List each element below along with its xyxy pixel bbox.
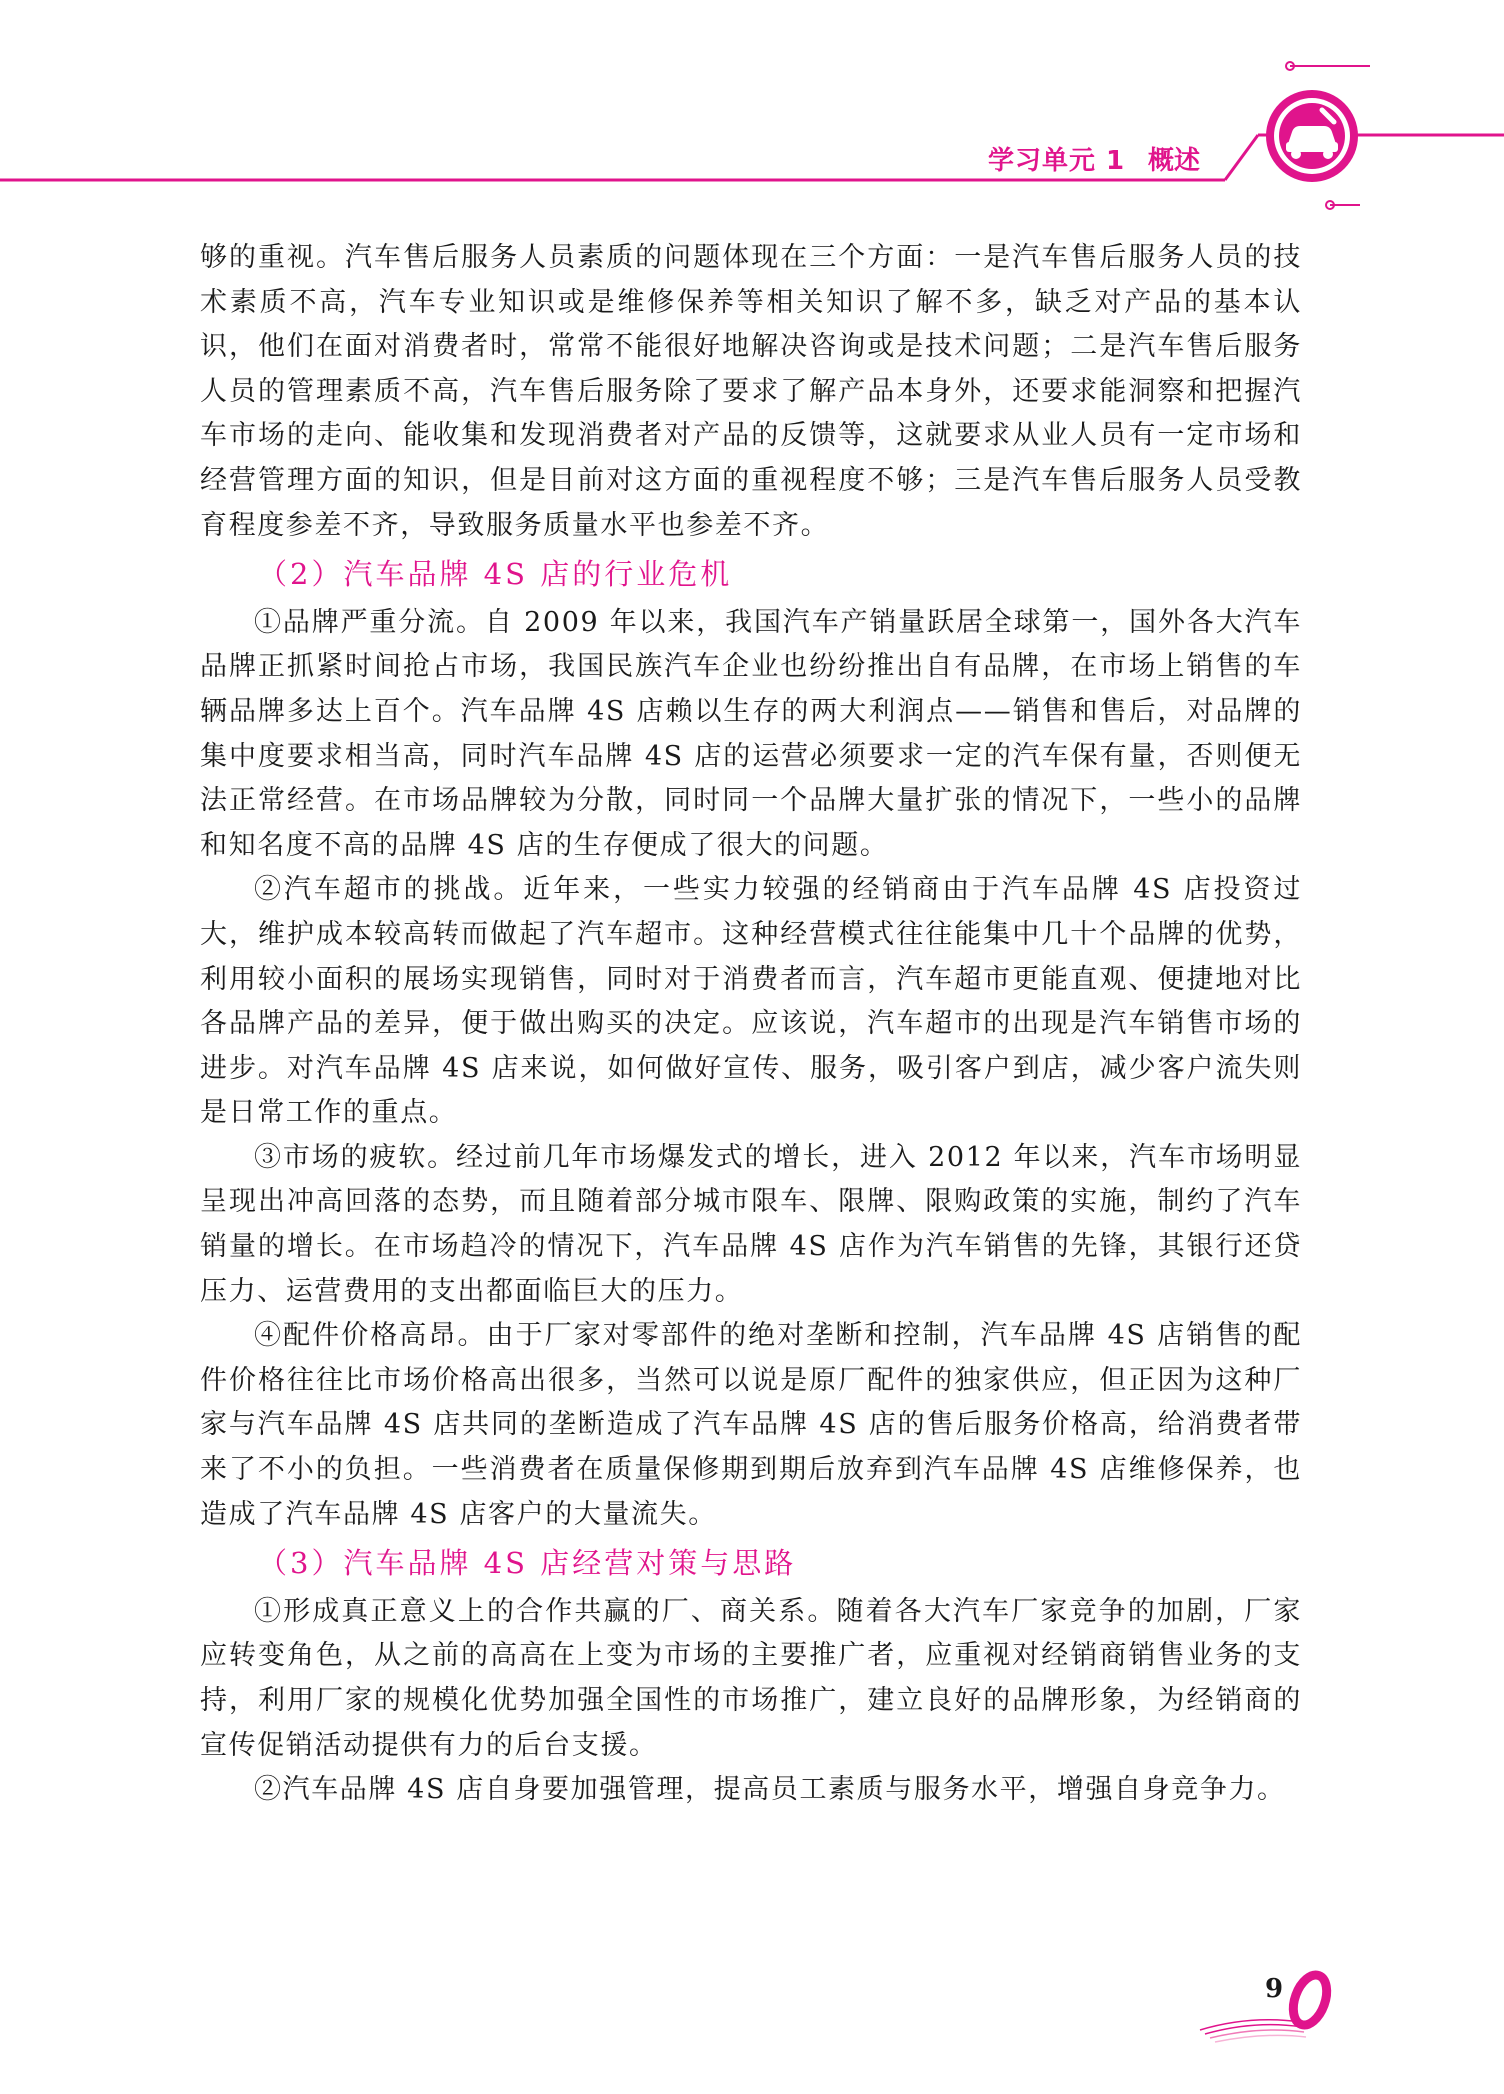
unit-title: 概述 [1148, 146, 1201, 176]
section-heading: （2）汽车品牌 4S 店的行业危机 [258, 557, 733, 592]
section-heading: （3）汽车品牌 4S 店经营对策与思路 [258, 1546, 797, 1581]
paragraph: 够的重视。汽车售后服务人员素质的问题体现在三个方面：一是汽车售后服务人员的技术素质不高，汽车专业知识或是维修保养等相关知识了解不多，缺乏对产品的基本认识，他们在面对消费者时，常常不能很好地解决咨询或是技术问题；二是汽车售后服务人员的管理素质不高，汽车售后服务除了要求了解产品本身外，还要求能洞察和把握汽车市场的走向、能收集和发现消费者对产品的反馈等，这就要求从业人员有一定市场和经营管理方面的知识，但是目前对这方面的重视程度不够；三是汽车售后服务人员受教育程度参差不齐，导致服务质量水平也参差不齐。 [200, 242, 1302, 541]
page-number: 9 [1265, 1974, 1284, 2004]
paragraph: ②汽车超市的挑战。近年来，一些实力较强的经销商由于汽车品牌 4S 店投资过大，维护成本较高转而做起了汽车超市。这种经营模式往往能集中几十个品牌的优势，利用较小面积的展场实现销售，同时对于消费者而言，汽车超市更能直观、便捷地对比各品牌产品的差异，便于做出购买的决定。应该说，汽车超市的出现是汽车销售市场的进步。对汽车品牌 4S 店来说，如何做好宣传、服务，吸引客户到店，减少客户流失则是日常工作的重点。 [200, 874, 1302, 1129]
paragraph: ①品牌严重分流。自 2009 年以来，我国汽车产销量跃居全球第一，国外各大汽车品牌正抓紧时间抢占市场，我国民族汽车企业也纷纷推出自有品牌，在市场上销售的车辆品牌多达上百个。汽车品牌 4S 店赖以生存的两大利润点——销售和售后，对品牌的集中度要求相当高，同时汽车品牌 4S 店的运营必须要求一定的汽车保有量，否则便无法正常经营。在市场品牌较为分散，同时同一个品牌大量扩张的情况下，一些小的品牌和知名度不高的品牌 4S 店的生存便成了很大的问题。 [200, 606, 1302, 861]
unit-label: 学习单元 1 [988, 146, 1126, 176]
paragraph: ②汽车品牌 4S 店自身要加强管理，提高员工素质与服务水平，增强自身竞争力。 [254, 1774, 1286, 1806]
page-content [200, 236, 1302, 1813]
paragraph: ④配件价格高昂。由于厂家对零部件的绝对垄断和控制，汽车品牌 4S 店销售的配件价格往往比市场价格高出很多，当然可以说是原厂配件的独家供应，但正因为这种厂家与汽车品牌 4S 店共同的垄断造成了汽车品牌 4S 店的售后服务价格高，给消费者带来了不小的负担。一些消费者在质量保修期到期后放弃到汽车品牌 4S 店维修保养，也造成了汽车品牌 4S 店客户的大量流失。 [200, 1320, 1302, 1530]
page-header [0, 0, 1504, 220]
car-service-icon [1262, 86, 1362, 186]
swoosh-ring-icon [1190, 1960, 1390, 2060]
page-footer [1190, 1960, 1390, 2060]
paragraph: ①形成真正意义上的合作共赢的厂、商关系。随着各大汽车厂家竞争的加剧，厂家应转变角色，从之前的高高在上变为市场的主要推广者，应重视对经销商销售业务的支持，利用厂家的规模化优势加强全国性的市场推广，建立良好的品牌形象，为经销商的宣传促销活动提供有力的后台支援。 [200, 1595, 1302, 1761]
paragraph: ③市场的疲软。经过前几年市场爆发式的增长，进入 2012 年以来，汽车市场明显呈现出冲高回落的态势，而且随着部分城市限车、限牌、限购政策的实施，制约了汽车销量的增长。在市场趋冷的情况下，汽车品牌 4S 店作为汽车销售的先锋，其银行还贷压力、运营费用的支出都面临巨大的压力。 [200, 1141, 1302, 1307]
